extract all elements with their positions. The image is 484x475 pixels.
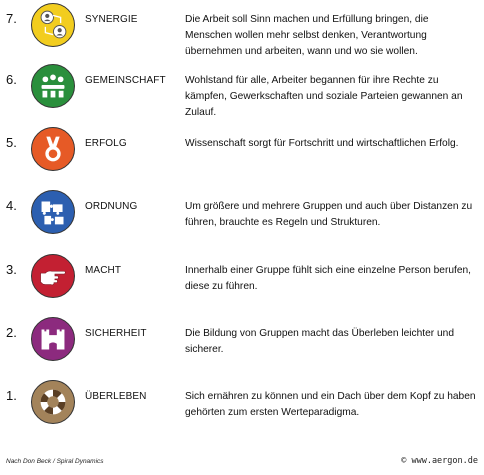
value-row-synergie: [0, 11, 484, 71]
value-description: Wissenschaft sorgt für Fortschritt und wirtschaftlichen Erfolg.: [185, 138, 459, 149]
row-number: 6.: [6, 72, 17, 87]
value-name: ORDNUNG: [85, 201, 138, 212]
community-icon: [31, 64, 75, 108]
value-row-gemeinschaft: [0, 72, 484, 132]
row-number: 4.: [6, 198, 17, 213]
value-name: ÜBERLEBEN: [85, 391, 147, 402]
puzzle-icon: [31, 190, 75, 234]
value-name: SICHERHEIT: [85, 328, 147, 339]
row-number: 3.: [6, 262, 17, 277]
value-row-erfolg: [0, 135, 484, 195]
pointing-hand-icon: [31, 254, 75, 298]
value-name: SYNERGIE: [85, 14, 138, 25]
castle-icon: [31, 317, 75, 361]
value-row-ordnung: [0, 198, 484, 258]
value-description: Die Bildung von Gruppen macht das Überleben leichter und sicherer.: [185, 328, 454, 355]
row-number: 5.: [6, 135, 17, 150]
people-network-icon: [31, 3, 75, 47]
value-description: Die Arbeit soll Sinn machen und Erfüllung bringen, die Menschen wollen mehr selbst denken, Verantwortung übernehmen und arbeiten, wann und wo sie wollen.: [185, 14, 429, 57]
row-number: 2.: [6, 325, 17, 340]
row-number: 7.: [6, 11, 17, 26]
value-row-ueberleben: [0, 388, 484, 448]
website-link[interactable]: © www.aergon.de: [401, 456, 478, 466]
value-description: Wohlstand für alle, Arbeiter begannen für ihre Rechte zu kämpfen, Gewerkschaften und soziale Parteien gewannen an Zulauf.: [185, 75, 463, 118]
source-credit: Nach Don Beck / Spiral Dynamics: [6, 458, 104, 465]
value-row-macht: [0, 262, 484, 322]
value-description: Innerhalb einer Gruppe fühlt sich eine einzelne Person berufen, diese zu führen.: [185, 265, 472, 292]
row-number: 1.: [6, 388, 17, 403]
medal-icon: [31, 127, 75, 171]
value-name: GEMEINSCHAFT: [85, 75, 166, 86]
lifebuoy-icon: [31, 380, 75, 424]
value-row-sicherheit: [0, 325, 484, 385]
value-name: ERFOLG: [85, 138, 127, 149]
value-description: Um größere und mehrere Gruppen und auch über Distanzen zu führen, brauchte es Regeln und Strukturen.: [185, 201, 473, 228]
value-description: Sich ernähren zu können und ein Dach über dem Kopf zu haben gehörten zum ersten Werteparadigma.: [185, 391, 476, 418]
value-name: MACHT: [85, 265, 122, 276]
